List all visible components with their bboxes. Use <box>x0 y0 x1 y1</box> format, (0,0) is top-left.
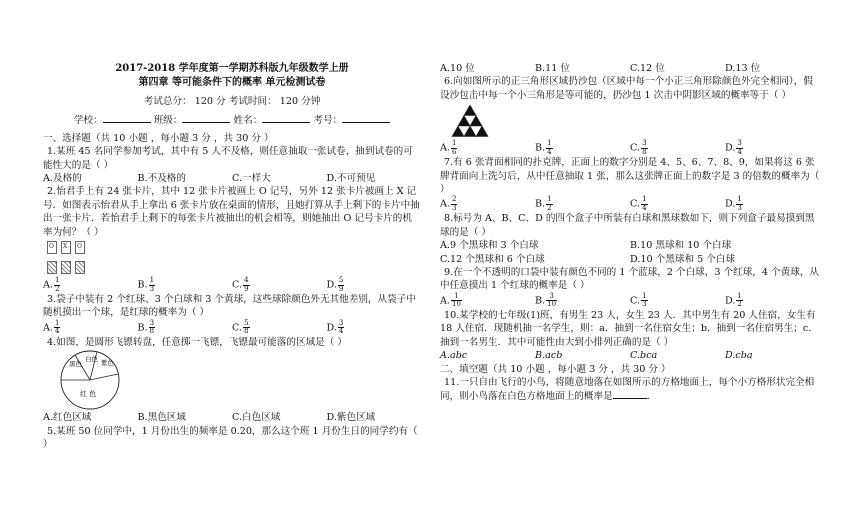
q10-stem: 10.某学校的七年级(1)班，有男生 23 人，女生 23 人．其中男生有 20 人住宿，女生有 18 人住宿．现随机抽一名学生，则：a．抽到一名住宿女生；b．抽到一名住宿男生；c．抽到一名男生．其中可能性由大到小排列正确的是（ ） <box>440 309 818 348</box>
q4-option-c[interactable]: C.白色区域 <box>232 412 281 424</box>
exam-meta: 考试总分： 120 分 考试时间： 120 分钟 <box>143 96 321 107</box>
student-info <box>43 113 421 127</box>
triangle-grid-figure <box>450 104 490 138</box>
q6-option-d[interactable]: D. $\frac{3}{4}$ <box>725 139 742 156</box>
id-field[interactable] <box>342 113 390 123</box>
q6-option-c[interactable]: C. $\frac{3}{8}$ <box>630 139 647 156</box>
q7-stem: 7.有 6 张背面相同的扑克牌，正面上的数字分别是 4、5、6、7、8、9，如果将这 6 张牌背面向上洗匀后，从中任意抽取 1 张，那么这张牌正面上的数字是 3 的倍数的概率为（ ） <box>440 157 820 196</box>
q4-option-d[interactable]: D.紫色区域 <box>326 412 376 424</box>
q4-option-b[interactable]: B.黑色区域 <box>137 412 186 424</box>
q6-stem: 6.向如图所示的正三角形区域扔沙包（区域中每一个小正三角形除颜色外完全相同），假设沙包击中每一个小三角形是等可能的，扔沙包 1 次击中阴影区域的概率等于（ ） <box>440 76 813 101</box>
school-label: 学校： <box>73 115 103 127</box>
name-label: 姓名： <box>233 115 263 127</box>
q2-option-d[interactable]: D. $\frac{5}{9}$ <box>326 276 344 293</box>
q5-options <box>440 62 820 75</box>
q8-options-row2 <box>440 253 820 266</box>
card-o <box>47 241 57 254</box>
spinner-figure <box>57 349 127 411</box>
id-label: 考号： <box>313 115 343 127</box>
q1-option-a[interactable]: A.及格的 <box>43 173 82 185</box>
q11-stem: 11.一只自由飞行的小鸟，将随意地落在如图所示的方格地面上，每个小方格形状完全相同，则小鸟落在白色方格地面上的概率是 ． <box>440 376 815 403</box>
q5-option-b[interactable]: B.11 位 <box>535 63 570 74</box>
q8-options-row1 <box>440 239 820 252</box>
q9-option-b[interactable]: B. $\frac{3}{10}$ <box>535 291 557 309</box>
q2-cards-figure <box>47 241 421 274</box>
left-column <box>43 0 421 452</box>
spinner-label-black: 黑色 <box>69 360 82 369</box>
q3-option-d[interactable]: D. $\frac{3}{4}$ <box>326 318 344 336</box>
q9-option-d[interactable]: D. $\frac{1}{2}$ <box>725 291 742 309</box>
q4-option-a[interactable]: A.红色区域 <box>43 412 92 424</box>
class-field[interactable] <box>182 113 230 123</box>
q9-options <box>440 293 820 309</box>
q10-option-d[interactable]: D.cba <box>725 350 753 362</box>
exam-title: 2017-2018 学年度第一学期苏科版九年级数学上册 <box>115 63 349 74</box>
card-o <box>75 241 85 254</box>
q7-option-d[interactable]: D. $\frac{1}{3}$ <box>725 195 742 212</box>
q8-option-c[interactable]: C.12 个黑球和 6 个白球 <box>440 253 545 265</box>
q8-option-a[interactable]: A.9 个黑球和 3 个白球 <box>440 240 539 252</box>
q3-option-b[interactable]: B. $\frac{3}{8}$ <box>137 318 155 336</box>
q6-options <box>440 140 820 156</box>
q3-option-a[interactable]: A. $\frac{1}{4}$ <box>43 318 60 336</box>
q7-option-b[interactable]: B. $\frac{1}{2}$ <box>535 195 552 212</box>
q11-answer-blank[interactable] <box>613 389 647 399</box>
exam-subtitle: 第四章 等可能条件下的概率 单元检测试卷 <box>138 77 326 88</box>
spinner-label-red: 红 色 <box>80 390 97 399</box>
q6-option-b[interactable]: B. $\frac{1}{4}$ <box>535 139 552 156</box>
q4-stem: 4.如图，是圆形飞镖转盘，任意掷一飞镖，飞镖最可能落的区域是（ ） <box>47 336 348 348</box>
card-x <box>61 241 71 254</box>
q1-option-c[interactable]: C.一样大 <box>232 173 271 185</box>
spinner-label-white2: 白色 <box>85 355 98 364</box>
section-heading-fill: 二、填空题（共 10 小题 ，每小题 3 分 ，共 30 分 ） <box>440 363 671 375</box>
q10-option-c[interactable]: C.bca <box>630 350 658 362</box>
right-column <box>440 0 820 404</box>
q10-option-a[interactable]: A.abc <box>440 350 468 362</box>
q8-stem: 8.标号为 A、B、C、D 的四个盒子中所装有白球和黑球数如下，则下列盒子最易摸到黑球的是（ ） <box>440 213 815 238</box>
card-back <box>47 261 57 274</box>
q7-option-a[interactable]: A. $\frac{2}{3}$ <box>440 195 457 212</box>
q7-options <box>440 196 820 212</box>
q9-option-a[interactable]: A. $\frac{1}{10}$ <box>440 291 461 309</box>
q1-stem: 1.某班 45 名同学参加考试，其中有 5 人不及格，则任意抽取一张试卷，抽到试卷的可能性大的是（ ） <box>43 146 413 171</box>
q7-option-c[interactable]: C. $\frac{1}{4}$ <box>630 195 647 212</box>
section-heading-choice: 一、选择题（共 10 小题 ，每小题 3 分 ，共 30 分 ） <box>43 132 274 144</box>
q1-options <box>43 172 421 185</box>
q2-option-c[interactable]: C. $\frac{4}{9}$ <box>232 276 249 293</box>
card-back <box>75 261 85 274</box>
q5-option-d[interactable]: D.13 位 <box>725 63 761 74</box>
q2-stem: 2.怡君手上有 24 张卡片，其中 12 张卡片被画上 O 记号，另外 12 张卡片被画上 X 记号．如图表示怡君从手上拿出 6 张卡片放在桌面的情形，且她打算从手上剩下的卡片中抽出一张卡片．若怡君手上剩下的每张卡片被抽出的机会相等，则她抽出 O 记号卡片的机率为何？（ ） <box>43 186 420 238</box>
q1-option-d[interactable]: D.不可预见 <box>326 173 376 185</box>
q3-option-c[interactable]: C. $\frac{5}{8}$ <box>232 318 249 336</box>
q2-options <box>43 277 421 293</box>
class-label: 班级： <box>153 115 183 127</box>
q9-stem: 9.在一个不透明的口袋中装有颜色不同的 1 个蓝球，2 个白球，3 个红球，4 个黄球，从中任意摸出 1 个红球的概率是（ ） <box>440 267 820 292</box>
q1-option-b[interactable]: B.不及格的 <box>137 173 186 185</box>
q2-option-b[interactable]: B. $\frac{1}{3}$ <box>137 276 155 293</box>
q5-stem: 5.某班 50 位同学中，1 月份出生的频率是 0.20，那么这个班 1 月份生日的同学约有（ ） <box>43 425 418 451</box>
q9-option-c[interactable]: C. $\frac{1}{3}$ <box>630 291 647 309</box>
spinner-label-purple: 紫色 <box>101 359 114 368</box>
q10-option-b[interactable]: B.acb <box>535 350 563 362</box>
school-field[interactable] <box>103 113 151 123</box>
q2-option-a[interactable]: A. $\frac{1}{2}$ <box>43 276 60 293</box>
q8-option-d[interactable]: D.10 个黑球和 5 个白球 <box>630 253 736 265</box>
q6-option-a[interactable]: A. $\frac{1}{6}$ <box>440 139 457 156</box>
name-field[interactable] <box>262 113 310 123</box>
card-back <box>61 261 71 274</box>
q5-option-c[interactable]: C.12 位 <box>630 63 665 74</box>
q10-options <box>440 349 820 362</box>
q5-option-a[interactable]: A.10 位 <box>440 63 475 74</box>
q3-options <box>43 320 421 336</box>
q8-option-b[interactable]: B.10 黑球和 10 个白球 <box>630 240 732 252</box>
q4-options <box>43 411 421 424</box>
q3-stem: 3.袋子中装有 2 个红球、3 个白球和 3 个黄球，这些球除颜色外无其他差别，从袋子中随机摸出一个球，是红球的概率为（ ） <box>43 294 416 319</box>
